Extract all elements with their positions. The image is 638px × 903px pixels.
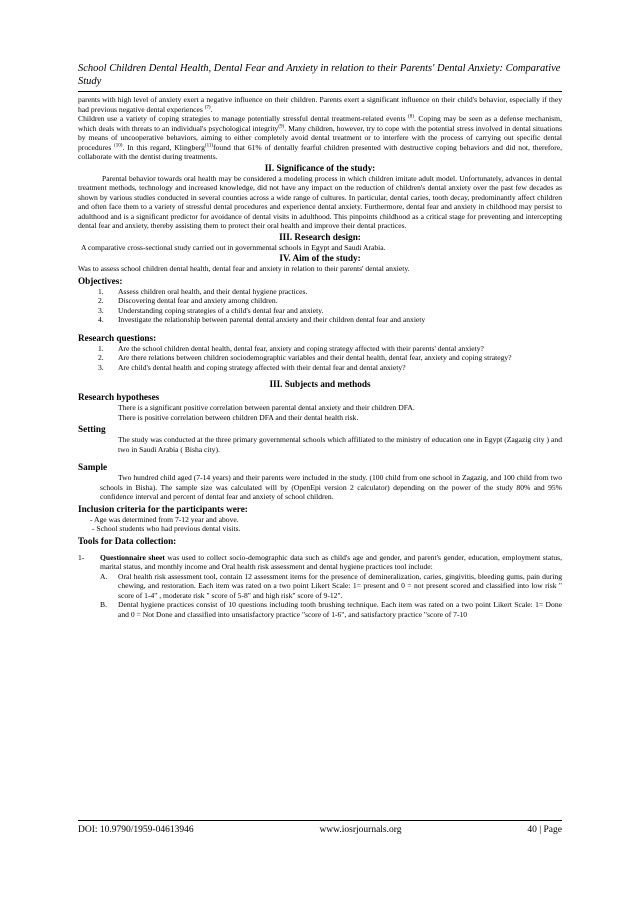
citation-ref: (8) — [408, 114, 414, 120]
item-letter: A. — [100, 571, 108, 581]
citation-ref: (10) — [114, 142, 123, 148]
intro-p2-a: Children use a variety of coping strategies to manage potentially stressful dental treatment-related events — [78, 114, 409, 123]
intro-paragraph-2 — [78, 114, 562, 162]
item-number: 2. — [98, 353, 104, 362]
subitem-text: Dental hygiene practices consist of 10 questions including tooth brushing technique. Each item was rated on a two point Likert Scale: 1= Done and 0 = Not Done and classified into unsatisfactory practice "score of 1-6", and satisfactory practice "score of 7-10 — [118, 600, 562, 619]
significance-heading: II. Significance of the study: — [264, 162, 376, 173]
setting-heading: Setting — [78, 424, 106, 434]
item-text: Are child's dental health and coping strategy affected with their dental fear and dental anxiety? — [118, 362, 406, 372]
research-design-text: A comparative cross-sectional study carried out in governmental schools in Egypt and Saudi Arabia. — [81, 242, 386, 252]
intro-p2-c: . Many children, however, try to cope with the potential stress involved in dental situations by means of uncooperative behaviors, aiming to either completely avoid dental treatment or to interfere with the process of carrying out specific dental procedures — [78, 123, 562, 152]
item-number: 4. — [98, 315, 104, 324]
item-number: 2. — [98, 296, 104, 305]
item-text: Understanding coping strategies of a child's dental fear and anxiety. — [118, 305, 324, 315]
research-design-heading: III. Research design: — [279, 231, 361, 242]
intro-p1-end: . — [210, 104, 213, 114]
item-text: Are there relations between children sociodemographic variables and their dental health, dental fear, anxiety and coping strategy? — [118, 353, 512, 362]
hypotheses-heading: Research hypotheses — [78, 392, 160, 402]
hypothesis-1: There is a significant positive correlation between parental dental anxiety and their children DFA. — [118, 403, 415, 412]
hypothesis-2: There is positive correlation between children DFA and their dental health risk. — [118, 412, 359, 422]
item-text: Investigate the relationship between parental dental anxiety and their children dental fear and anxiety — [118, 315, 426, 324]
intro-paragraph-1 — [78, 95, 562, 114]
significance-paragraph: Parental behavior towards oral health may be considered a modeling process in which children imitate adult model. Unfortunately, advances in dental treatment methods, technology and increased knowledge, did not have any impact on the reduction of children's dental anxiety over the past few decades as shown by various studies conducted in several counties across a wide range of cultures. In particular, dental caries, tooth decay, predominantly affect children and often face them to a variety of stressful dental procedures and experience dental anxiety. Furthermore, dental fear and anxiety in childhood may persist to adulthood and is a significant predictor for avoidance of dental visits in adulthood. This pinpoints childhood as a critical stage for preventing and intercepting dental fear and anxiety, thereby assisting them to protect their oral health and improve their dental practices. — [78, 173, 562, 230]
subjects-methods-heading: III. Subjects and methods — [269, 379, 371, 389]
footer-rule — [78, 820, 562, 821]
list-item — [78, 306, 562, 316]
footer-doi: DOI: 10.9790/1959-04613946 — [78, 825, 194, 835]
citation-ref: (9) — [278, 123, 285, 129]
sample-heading: Sample — [78, 462, 108, 472]
item-number: 3. — [98, 305, 104, 315]
inclusion-criterion-1: - Age was determined from 7-12 year and above. — [90, 514, 239, 524]
footer-row — [78, 824, 562, 836]
item-letter: B. — [100, 600, 107, 609]
footer-page-number: 40 | Page — [527, 825, 562, 835]
item-text: Assess children oral health, and their dental hygiene practices. — [118, 286, 308, 296]
tool-name: Questionnaire sheet — [100, 552, 165, 562]
objectives-heading: Objectives: — [78, 275, 123, 286]
page-footer — [78, 820, 562, 836]
intro-p2-e: found that 61% of dentally fearful children presented with destructive coping behaviors and did not, therefore, collaborate with the dentist during treatments. — [78, 142, 563, 161]
list-item — [78, 363, 562, 373]
tools-heading: Tools for Data collection: — [78, 535, 177, 546]
setting-text: The study was conducted at the three primary governmental schools which affiliated to the ministry of education one in Egypt (Zagazig city ) and two in Saudi Arabia ( Bisha city). — [118, 435, 562, 454]
research-questions-list — [78, 344, 562, 373]
aim-heading: IV. Aim of the study: — [279, 253, 361, 263]
intro-p2-d: . In this regard, Klingberg — [122, 142, 205, 152]
aim-text: Was to assess school children dental health, dental fear and anxiety in relation to their parents' dental anxiety. — [78, 264, 410, 273]
subitem-text: Oral health risk assessment tool, contain 12 assessment items for the presence of demineralization, caries, gingivitis, bleeding gums, pain during chewing, and restoration. Each item was rated on a two point Likert Scale: 1= present and 0 = not present scored and classified into low risk " score of 1-4" , moderate risk " score of 5-8" and high risk" score of 9-12". — [118, 571, 562, 600]
list-item — [78, 315, 562, 325]
citation-ref: (7) — [204, 104, 211, 110]
item-number: 3. — [98, 362, 104, 372]
article-body — [78, 95, 562, 619]
list-item — [78, 344, 562, 354]
page-content — [78, 62, 562, 619]
tools-subitem-b — [78, 600, 562, 619]
research-questions-heading: Research questions: — [78, 332, 157, 343]
list-item — [78, 287, 562, 297]
tool-description: was used to collect socio-demographic data such as child's age and gender, and parent's gender, education, employment status, marital status, and monthly income and Oral health risk assessment and dental hygiene practices tool include: — [100, 552, 562, 571]
sample-text: Two hundred child aged (7-14 years) and their parents were included in the study. (100 child from one school in Zagazig, and 100 child from two schools in Bisha). The sample size was calculated will by (OpenEpi version 2 calculator) depending on the power of the study 80% and 95% confidence interval and percent of dental fear and anxiety of school children. — [100, 473, 562, 501]
intro-p2-b: . Coping may be seen as a defense mechanism, which deals with threats to an individual's psychological integrity — [78, 114, 562, 133]
item-text: Discovering dental fear and anxiety among children. — [118, 296, 278, 305]
item-number: 1- — [78, 552, 85, 562]
inclusion-criterion-2: - School students who had previous dental visits. — [92, 524, 241, 533]
running-title: School Children Dental Health, Dental Fear and Anxiety in relation to their Parents' Dental Anxiety: Comparative Study — [78, 63, 561, 87]
citation-ref: (11) — [204, 142, 214, 148]
inclusion-heading: Inclusion criteria for the participants were: — [78, 503, 248, 514]
list-item — [78, 353, 562, 363]
tools-item-1 — [78, 553, 562, 572]
header-rule — [78, 91, 562, 92]
intro-p1-text: parents with high level of anxiety exert a negative influence on their children. Parents exert a significant influence on their child's behavior, especially if they had previous negative dental experiences — [78, 95, 562, 114]
tools-subitem-a — [78, 572, 562, 601]
footer-website: www.iosrjournals.org — [319, 825, 402, 835]
item-text: Are the school children dental health, dental fear, anxiety and coping strategy affected with their parents' dental anxiety? — [118, 343, 484, 353]
objectives-list — [78, 287, 562, 325]
list-item — [78, 296, 562, 306]
item-number: 1. — [98, 286, 104, 296]
item-number: 1. — [98, 343, 104, 353]
